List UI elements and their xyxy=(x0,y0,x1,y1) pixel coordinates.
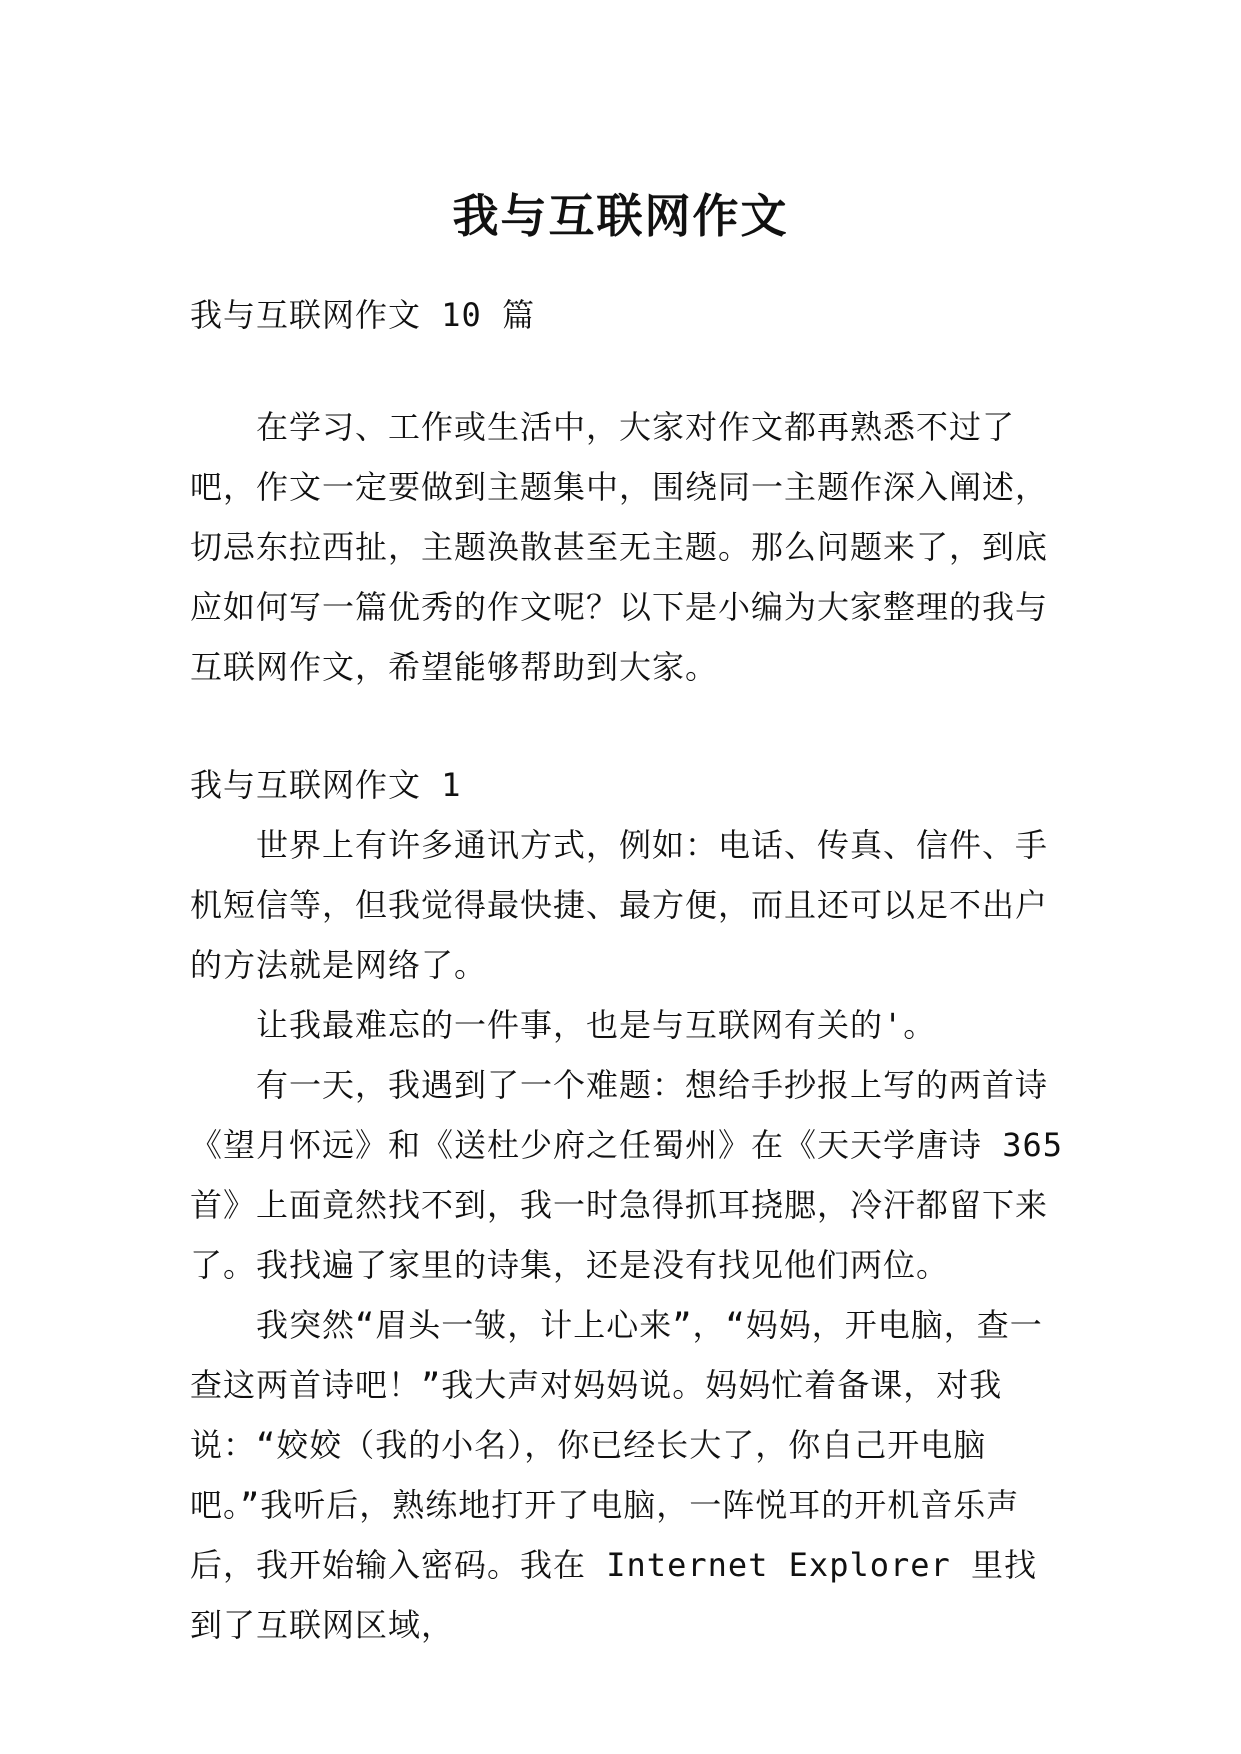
body-paragraph: 我突然“眉头一皱，计上心来”，“妈妈，开电脑，查一查这两首诗吧！”我大声对妈妈说。妈妈忙着备课，对我说：“姣姣（我的小名），你已经长大了，你自己开电脑吧。”我听后，熟练地打开了电脑，一阵悦耳的开机音乐声后，我开始输入密码。我在 Internet Explorer 里找到了互联网区域， xyxy=(190,1306,1043,1644)
section-heading: 我与互联网作文 1 xyxy=(190,766,462,804)
intro-paragraph: 在学习、工作或生活中，大家对作文都再熟悉不过了吧，作文一定要做到主题集中，围绕同一主题作深入阐述，切忌东拉西扯，主题涣散甚至无主题。那么问题来了，到底应如何写一篇优秀的作文呢？以下是小编为大家整理的我与互联网作文，希望能够帮助到大家。 xyxy=(190,408,1049,686)
document-title: 我与互联网作文 xyxy=(452,188,789,243)
body-paragraph: 有一天，我遇到了一个难题：想给手抄报上写的两首诗《望月怀远》和《送杜少府之任蜀州》在《天天学唐诗 365 首》上面竟然找不到，我一时急得抓耳挠腮，冷汗都留下来了。我找遍了家里的诗集，还是没有找见他们两位。 xyxy=(190,1066,1064,1284)
body-paragraph: 让我最难忘的一件事，也是与互联网有关的'。 xyxy=(256,1006,937,1044)
essay-one-section xyxy=(190,755,1070,1655)
intro-section xyxy=(190,397,1070,697)
document-subtitle: 我与互联网作文 10 篇 xyxy=(190,296,536,334)
body-paragraph: 世界上有许多通讯方式，例如：电话、传真、信件、手机短信等，但我觉得最快捷、最方便，而且还可以足不出户的方法就是网络了。 xyxy=(190,826,1049,984)
